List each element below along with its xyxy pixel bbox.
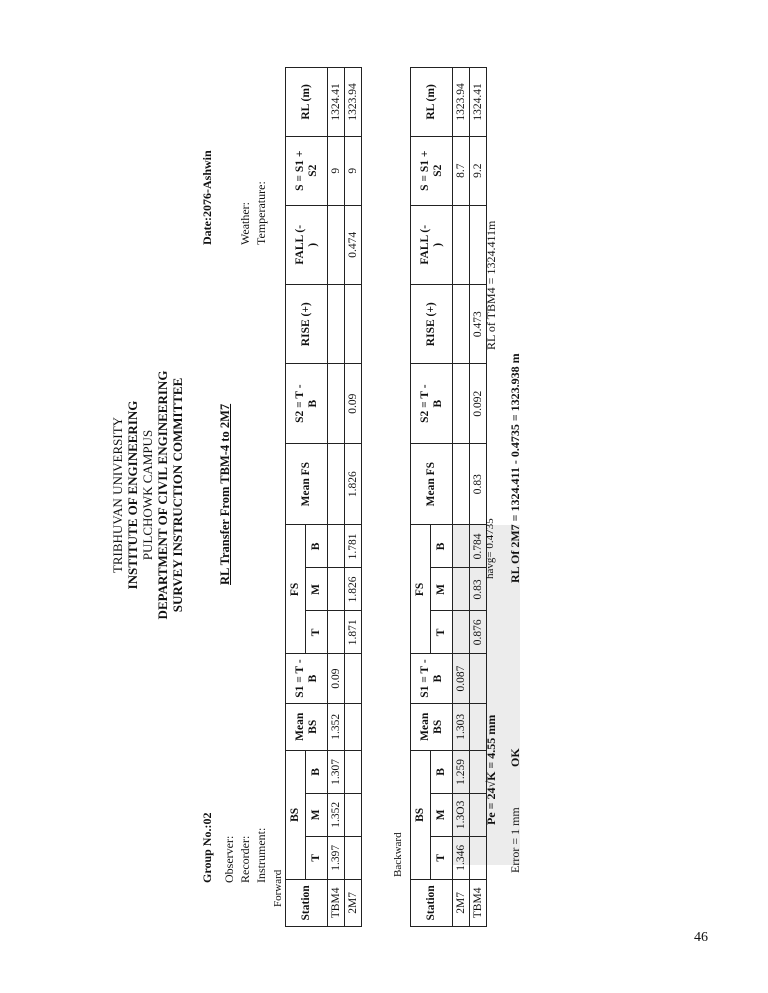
col-bs-m: M: [431, 793, 453, 836]
forward-levelling-table: [285, 67, 362, 927]
col-station: Station: [286, 879, 328, 926]
col-rise: RISE (+): [411, 285, 453, 364]
document-subject: RL Transfer From TBM-4 to 2M7: [218, 403, 232, 585]
col-station: Station: [411, 879, 453, 926]
cell-bs-b: 1.307: [328, 750, 345, 793]
cell-fs-m: [453, 568, 470, 611]
cell-mean-fs: [328, 443, 345, 525]
cell-station: 2M7: [453, 879, 470, 926]
cell-fs-t: 0.876: [470, 611, 487, 654]
col-fs-b: B: [306, 525, 328, 568]
cell-fs-b: 1.781: [345, 525, 362, 568]
cell-mean-bs: 1.303: [453, 703, 470, 750]
cell-mean-bs: 1.352: [328, 703, 345, 750]
backward-label: Backward: [392, 832, 404, 877]
cell-s1: [470, 654, 487, 703]
col-rl: RL (m): [286, 68, 328, 137]
campus-name: PULCHOWK CAMPUS: [140, 429, 155, 561]
institution-header: [110, 55, 185, 935]
col-bs: BS: [411, 750, 431, 879]
col-fs-m: M: [431, 568, 453, 611]
cell-rise: 0.473: [470, 285, 487, 364]
weather-field: Weather:: [238, 201, 252, 245]
cell-bs-t: 1.397: [328, 836, 345, 879]
col-mean-bs: Mean BS: [286, 703, 328, 750]
cell-rise: [345, 285, 362, 364]
cell-fs-m: [328, 568, 345, 611]
cell-station: 2M7: [345, 879, 362, 926]
col-fall: FALL (- ): [286, 205, 328, 284]
col-mean-bs: Mean BS: [411, 703, 453, 750]
cell-bs-m: 1.352: [328, 793, 345, 836]
committee-name: SURVEY INSTRUCTION COMMITTEE: [170, 377, 185, 613]
cell-s1: 0.09: [328, 654, 345, 703]
cell-rl: 1324.41: [328, 68, 345, 137]
cell-s1: [345, 654, 362, 703]
col-s2: S2 = T - B: [286, 364, 328, 443]
col-fall: FALL (- ): [411, 205, 453, 284]
cell-mean-fs: 0.83: [470, 443, 487, 525]
col-s: S = S1 + S2: [411, 136, 453, 205]
cell-s: 9.2: [470, 136, 487, 205]
col-fs-b: B: [431, 525, 453, 568]
col-s1: S1 = T - B: [411, 654, 453, 703]
date-field: Date:2076-Ashwin: [200, 150, 214, 245]
cell-fs-t: [328, 611, 345, 654]
cell-s: 8.7: [453, 136, 470, 205]
cell-s2: 0.09: [345, 364, 362, 443]
col-rl: RL (m): [411, 68, 453, 137]
page-number: 46: [694, 930, 708, 945]
col-bs-b: B: [431, 750, 453, 793]
col-fs: FS: [286, 525, 306, 654]
col-mean-fs: Mean FS: [286, 443, 328, 525]
department-name: DEPARTMENT OF CIVIL ENGINEERING: [155, 370, 170, 620]
col-fs: FS: [411, 525, 431, 654]
cell-rl: 1323.94: [345, 68, 362, 137]
cell-station: TBM4: [470, 879, 487, 926]
cell-fall: [328, 205, 345, 284]
cell-bs-b: [345, 750, 362, 793]
cell-s2: 0.092: [470, 364, 487, 443]
cell-rl: 1323.94: [453, 68, 470, 137]
group-number: Group No.:02: [200, 812, 214, 883]
recorder-field: Recorder:: [238, 835, 252, 883]
cell-station: TBM4: [328, 879, 345, 926]
col-rise: RISE (+): [286, 285, 328, 364]
cell-bs-t: [345, 836, 362, 879]
col-bs-b: B: [306, 750, 328, 793]
cell-fs-m: 1.826: [345, 568, 362, 611]
cell-mean-bs: [345, 703, 362, 750]
cell-s2: [328, 364, 345, 443]
col-bs-t: T: [306, 836, 328, 879]
table-row: [453, 68, 470, 927]
col-s: S = S1 + S2: [286, 136, 328, 205]
ok-status: OK: [508, 748, 522, 767]
cell-fs-m: 0.83: [470, 568, 487, 611]
backward-levelling-table: [410, 67, 487, 927]
cell-mean-fs: [453, 443, 470, 525]
table-row: [345, 68, 362, 927]
cell-s: 9: [345, 136, 362, 205]
cell-bs-t: [470, 836, 487, 879]
cell-rl: 1324.41: [470, 68, 487, 137]
cell-bs-m: 1.3O3: [453, 793, 470, 836]
cell-fs-b: [328, 525, 345, 568]
rotated-landscape-sheet: [0, 55, 520, 935]
permissible-error: Pe = 24√K = 4.55 mm: [484, 714, 498, 825]
cell-bs-m: [345, 793, 362, 836]
cell-fs-t: 1.871: [345, 611, 362, 654]
cell-rise: [328, 285, 345, 364]
col-mean-fs: Mean FS: [411, 443, 453, 525]
cell-s2: [453, 364, 470, 443]
cell-mean-fs: 1.826: [345, 443, 362, 525]
cell-fall: 0.474: [345, 205, 362, 284]
rl-tbm4-value: RL of TBM4 = 1324.411m: [484, 220, 498, 350]
table-row: [328, 68, 345, 927]
forward-label: Forward: [272, 869, 284, 907]
col-fs-t: T: [306, 611, 328, 654]
havg-value: havg= 0.4735: [484, 518, 496, 579]
cell-rise: [453, 285, 470, 364]
cell-fall: [453, 205, 470, 284]
col-s1: S1 = T - B: [286, 654, 328, 703]
cell-bs-t: 1.346: [453, 836, 470, 879]
cell-fs-b: [453, 525, 470, 568]
cell-fs-b: 0.784: [470, 525, 487, 568]
col-fs-m: M: [306, 568, 328, 611]
cell-bs-b: 1.259: [453, 750, 470, 793]
col-s2: S2 = T - B: [411, 364, 453, 443]
col-bs-m: M: [306, 793, 328, 836]
col-bs-t: T: [431, 836, 453, 879]
cell-s: 9: [328, 136, 345, 205]
col-bs: BS: [286, 750, 306, 879]
col-fs-t: T: [431, 611, 453, 654]
cell-s1: 0.087: [453, 654, 470, 703]
temperature-field: Temperature:: [254, 181, 268, 245]
instrument-field: Instrument:: [254, 827, 268, 883]
observer-field: Observer:: [222, 835, 236, 883]
institute-name: INSTITUTE OF ENGINEERING: [125, 400, 140, 590]
university-name: TRIBHUVAN UNIVERSITY: [110, 416, 125, 574]
cell-fs-t: [453, 611, 470, 654]
error-value: Error = 1 mm: [508, 807, 522, 873]
rl-2m7-calculation: RL Of 2M7 = 1324.411 - 0.4735 = 1323.938 m: [508, 353, 522, 583]
